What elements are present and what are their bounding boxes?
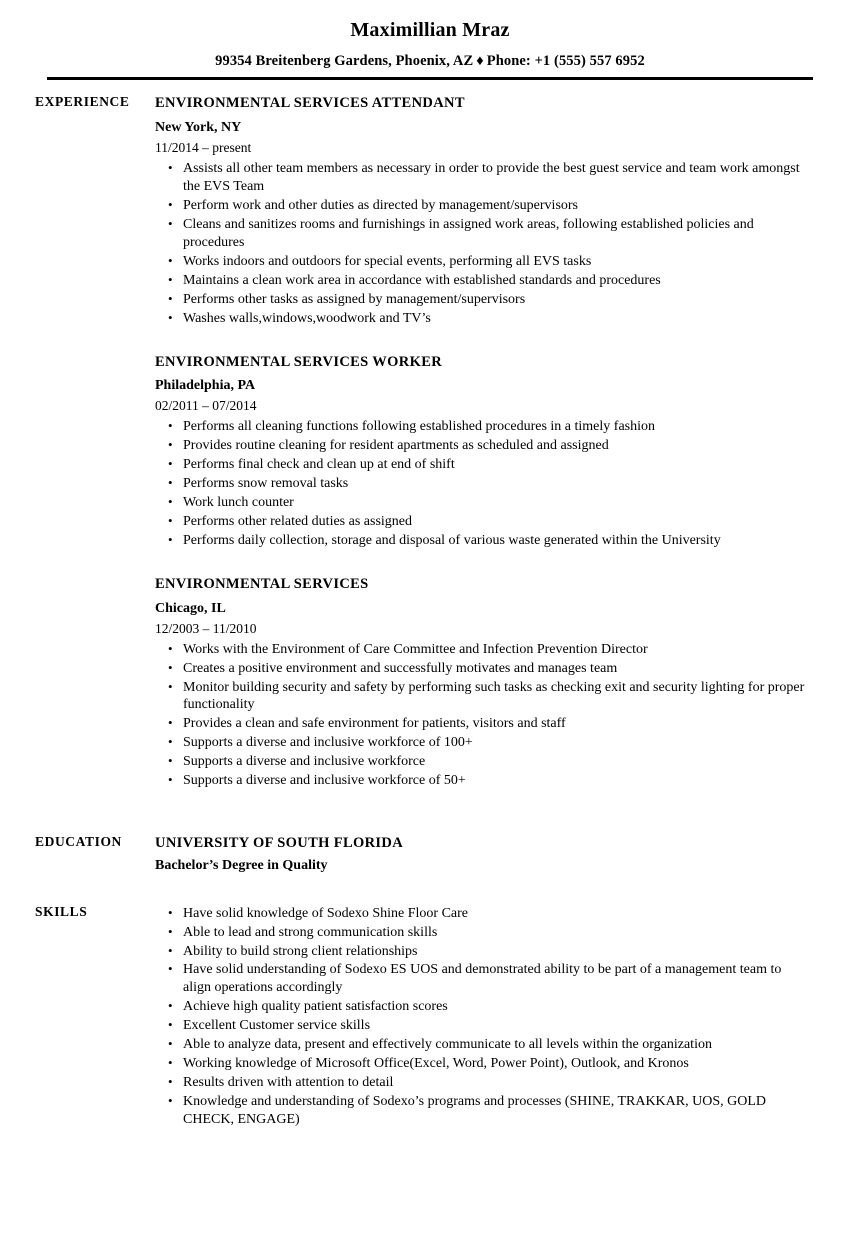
section-label-education: EDUCATION bbox=[35, 834, 122, 849]
job-bullet: • Supports a diverse and inclusive workforce of 100+ bbox=[155, 734, 810, 752]
skill-bullet: • Have solid understanding of Sodexo ES UOS and demonstrated ability to be part of a management team to align operations accordingly bbox=[155, 961, 810, 997]
job-bullet: • Works with the Environment of Care Committee and Infection Prevention Director bbox=[155, 641, 810, 659]
job-dates: 02/2011 – 07/2014 bbox=[155, 398, 257, 414]
experience-entry bbox=[155, 575, 810, 790]
job-title: ENVIRONMENTAL SERVICES ATTENDANT bbox=[155, 95, 465, 112]
job-bullet: • Washes walls,windows,woodwork and TV’s bbox=[155, 310, 810, 328]
skill-bullet: • Able to analyze data, present and effectively communicate to all levels within the organization bbox=[155, 1036, 810, 1054]
job-bullet: • Provides a clean and safe environment for patients, visitors and staff bbox=[155, 715, 810, 733]
job-bullet: • Performs other related duties as assigned bbox=[155, 513, 810, 531]
job-bullet: • Creates a positive environment and successfully motivates and manages team bbox=[155, 660, 810, 678]
job-title: ENVIRONMENTAL SERVICES bbox=[155, 575, 369, 592]
job-bullet-list bbox=[155, 418, 810, 549]
job-dates: 12/2003 – 11/2010 bbox=[155, 620, 257, 636]
job-bullet: • Performs daily collection, storage and disposal of various waste generated within the University bbox=[155, 532, 810, 550]
resume-header bbox=[0, 0, 860, 80]
skill-bullet: • Achieve high quality patient satisfaction scores bbox=[155, 998, 810, 1016]
job-location: Philadelphia, PA bbox=[155, 378, 256, 394]
job-bullet-list bbox=[155, 641, 810, 790]
job-bullet: • Performs other tasks as assigned by management/supervisors bbox=[155, 291, 810, 309]
contact-phone: Phone: +1 (555) 557 6952 bbox=[486, 53, 645, 69]
job-bullet: • Maintains a clean work area in accordance with established standards and procedures bbox=[155, 272, 810, 290]
job-bullet: • Works indoors and outdoors for special events, performing all EVS tasks bbox=[155, 253, 810, 271]
section-label-skills: SKILLS bbox=[35, 903, 88, 919]
job-dates: 11/2014 – present bbox=[155, 140, 252, 156]
job-bullet: • Work lunch counter bbox=[155, 494, 810, 512]
header-divider bbox=[47, 77, 813, 80]
section-label-experience: EXPERIENCE bbox=[35, 94, 130, 110]
education-school: UNIVERSITY OF SOUTH FLORIDA bbox=[155, 835, 404, 851]
skill-bullet: • Ability to build strong client relationships bbox=[155, 943, 810, 961]
skill-bullet: • Able to lead and strong communication skills bbox=[155, 924, 810, 942]
job-bullet: • Provides routine cleaning for resident apartments as scheduled and assigned bbox=[155, 437, 810, 455]
job-bullet: • Performs all cleaning functions following established procedures in a timely fashion bbox=[155, 418, 810, 436]
job-bullet: • Performs snow removal tasks bbox=[155, 475, 810, 493]
education-entry bbox=[155, 834, 810, 876]
education-body bbox=[155, 834, 820, 876]
job-location: Chicago, IL bbox=[155, 600, 226, 616]
skill-bullet: • Results driven with attention to detail bbox=[155, 1074, 810, 1092]
job-bullet: • Monitor building security and safety by performing such tasks as checking exit and security lighting for proper functionality bbox=[155, 679, 810, 715]
education-section bbox=[0, 834, 860, 876]
job-bullet-list bbox=[155, 160, 810, 327]
job-title: ENVIRONMENTAL SERVICES WORKER bbox=[155, 353, 443, 370]
job-bullet: • Cleans and sanitizes rooms and furnishings in assigned work areas, following established policies and procedures bbox=[155, 216, 810, 252]
skills-body bbox=[155, 904, 820, 1129]
skill-bullet: • Excellent Customer service skills bbox=[155, 1017, 810, 1035]
job-bullet: • Supports a diverse and inclusive workforce bbox=[155, 753, 810, 771]
contact-address: 99354 Breitenberg Gardens, Phoenix, AZ bbox=[215, 53, 474, 69]
job-bullet: • Assists all other team members as necessary in order to provide the best guest service and team work amongst the EVS Team bbox=[155, 160, 810, 196]
skill-bullet: • Working knowledge of Microsoft Office(Excel, Word, Power Point), Outlook, and Kronos bbox=[155, 1055, 810, 1073]
diamond-separator-icon: ♦ bbox=[476, 53, 484, 69]
job-bullet: • Performs final check and clean up at end of shift bbox=[155, 456, 810, 474]
job-bullet: • Perform work and other duties as directed by management/supervisors bbox=[155, 197, 810, 215]
job-location: New York, NY bbox=[155, 120, 242, 136]
experience-section bbox=[0, 94, 860, 790]
contact-line bbox=[0, 53, 860, 70]
experience-body bbox=[155, 94, 820, 790]
skills-bullet-list bbox=[155, 905, 810, 1129]
experience-entry bbox=[155, 353, 810, 550]
education-degree: Bachelor’s Degree in Quality bbox=[155, 857, 328, 873]
skills-section bbox=[0, 904, 860, 1129]
job-bullet: • Supports a diverse and inclusive workforce of 50+ bbox=[155, 772, 810, 790]
candidate-name: Maximillian Mraz bbox=[350, 19, 510, 41]
experience-entry bbox=[155, 94, 810, 327]
skill-bullet: • Knowledge and understanding of Sodexo’s programs and processes (SHINE, TRAKKAR, UOS, GOLD CHECK, ENGAGE) bbox=[155, 1093, 810, 1129]
skill-bullet: • Have solid knowledge of Sodexo Shine Floor Care bbox=[155, 905, 810, 923]
